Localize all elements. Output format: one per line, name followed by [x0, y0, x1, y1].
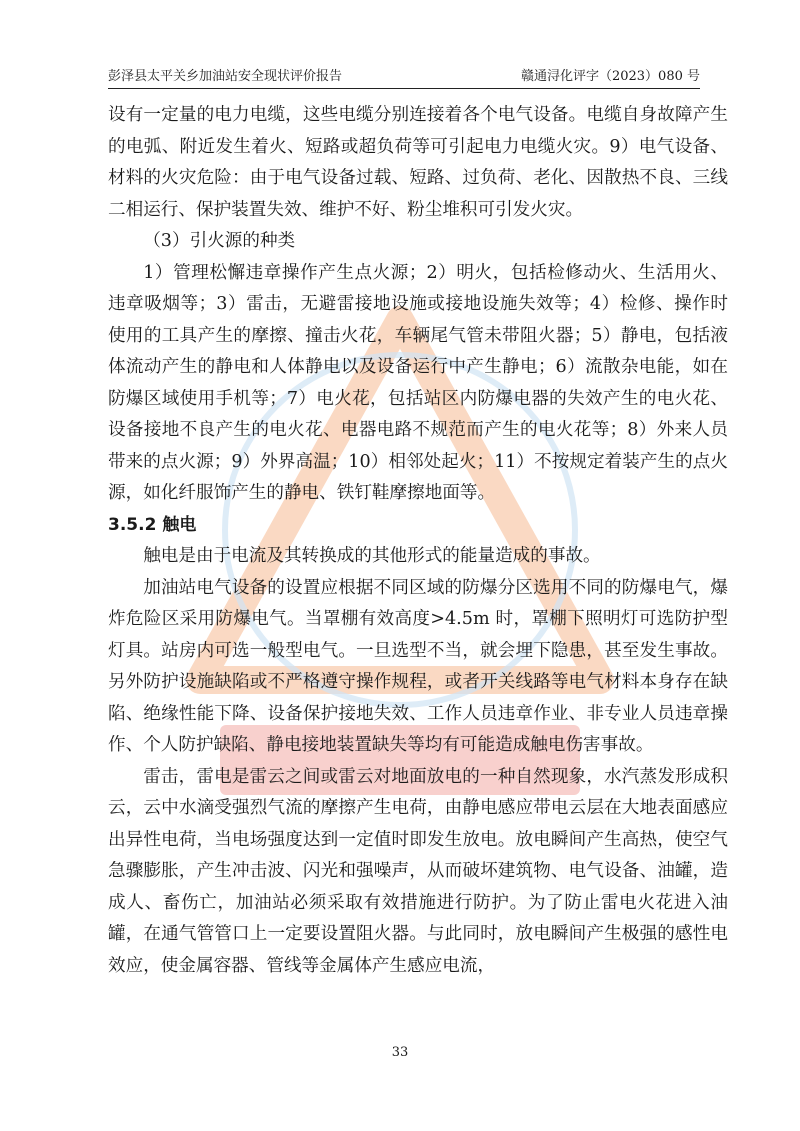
paragraph: 加油站电气设备的设置应根据不同区域的防爆分区选用不同的防爆电气，爆炸危险区采用防爆电气。当罩棚有效高度>4.5m 时，罩棚下照明灯可选防护型灯具。站房内可选一般型电气。一旦选型不当，就会埋下隐患，甚至发生事故。另外防护设施缺陷或不严格遵守操作规程，或者开关线路等电气材料本身存在缺陷、绝缘性能下降、设备保护接地失效、工作人员违章作业、非专业人员违章操作、个人防护缺陷、静电接地装置缺失等均有可能造成触电伤害事故。 [108, 577, 728, 755]
document-body [108, 100, 728, 982]
paragraph: 1）管理松懈违章操作产生点火源；2）明火，包括检修动火、生活用火、违章吸烟等；3）雷击，无避雷接地设施或接地设施失效等；4）检修、操作时使用的工具产生的摩擦、撞击火花，车辆尾气管未带阻火器；5）静电，包括液体流动产生的静电和人体静电以及设备运行中产生静电；6）流散杂电能，如在防爆区域使用手机等；7）电火花，包括站区内防爆电器的失效产生的电火花、设备接地不良产生的电火花、电器电路不规范而产生的电火花等；8）外来人员带来的点火源；9）外界高温；10）相邻处起火；11）不按规定着装产生的点火源，如化纤服饰产生的静电、铁钉鞋摩擦地面等。 [108, 262, 728, 503]
page-number: 33 [391, 1045, 409, 1060]
header-title: 彭泽县太平关乡加油站安全现状评价报告 [108, 69, 343, 84]
section-heading: 3.5.2 触电 [108, 514, 197, 535]
paragraph: 雷击，雷电是雷云之间或雷云对地面放电的一种自然现象，水汽蒸发形成积云，云中水滴受强烈气流的摩擦产生电荷，由静电感应带电云层在大地表面感应出异性电荷，当电场强度达到一定值时即发生放电。放电瞬间产生高热，使空气急骤膨胀，产生冲击波、闪光和强噪声，从而破坏建筑物、电气设备、油罐，造成人、畜伤亡，加油站必须采取有效措施进行防护。为了防止雷电火花进入油罐，在通气管管口上一定要设置阻火器。与此同时，放电瞬间产生极强的感性电效应，使金属容器、管线等金属体产生感应电流， [108, 766, 728, 976]
subheading: （3）引火源的种类 [143, 231, 296, 251]
paragraph: 设有一定量的电力电缆，这些电缆分别连接着各个电气设备。电缆自身故障产生的电弧、附近发生着火、短路或超负荷等可引起电力电缆火灾。9）电气设备、材料的火灾危险：由于电气设备过载、短路、过负荷、老化、因散热不良、三线二相运行、保护装置失效、维护不好、粉尘堆积可引发火灾。 [108, 105, 728, 220]
paragraph: 触电是由于电流及其转换成的其他形式的能量造成的事故。 [143, 546, 601, 566]
page-header [108, 62, 700, 89]
header-doc-number: 赣通浔化评字（2023）080 号 [520, 69, 700, 84]
